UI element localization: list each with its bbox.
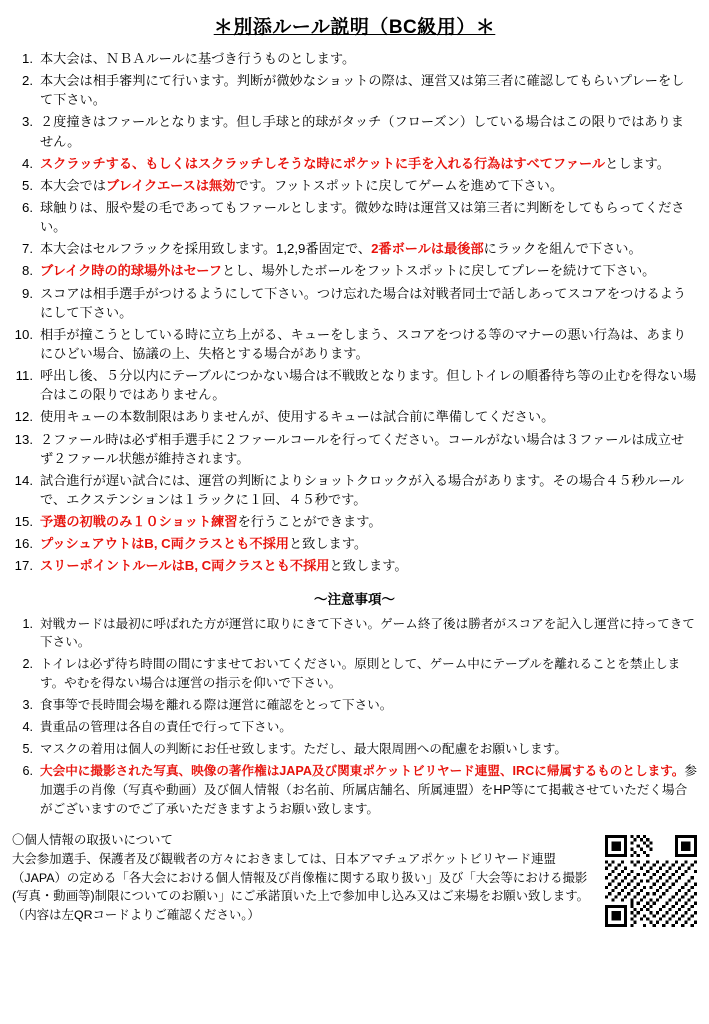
- list-item-text: [40, 430, 697, 468]
- list-item-text: [40, 407, 697, 426]
- list-item-text: [40, 556, 697, 575]
- list-item: [12, 430, 697, 468]
- text-segment: 予選の初戦のみ１０ショット練習: [40, 514, 238, 530]
- list-item-text: [40, 49, 697, 68]
- list-item: [12, 49, 697, 68]
- text-segment: ブレイク時の的球場外はセーフ: [40, 263, 222, 279]
- list-item-text: [40, 696, 697, 715]
- text-segment: 食事等で長時間会場を離れる際は運営に確認をとって下さい。: [40, 698, 393, 713]
- text-segment: 使用キューの本数制限はありませんが、使用するキューは試合前に準備してください。: [40, 409, 555, 425]
- list-item-number: 9.: [22, 285, 33, 301]
- text-segment: 2番ボールは最後部: [371, 241, 484, 257]
- list-item-text: [40, 718, 697, 737]
- list-item: [12, 718, 697, 737]
- privacy-text: [12, 831, 597, 924]
- list-item-text: [40, 239, 697, 258]
- list-item-number: 14.: [14, 472, 33, 488]
- list-item-text: [40, 325, 697, 363]
- list-item-number: 3.: [22, 698, 33, 713]
- list-item-text: [40, 366, 697, 404]
- text-segment: と致します。: [329, 558, 408, 574]
- list-item: [12, 740, 697, 759]
- list-item-number: 4.: [22, 155, 33, 171]
- text-segment: 相手が撞こうとしている時に立ち上がる、キューをしまう、スコアをつける等のマナーの悪い行為は、あまりにひどい場合、協議の上、失格とする場合があります。: [40, 326, 687, 361]
- list-item-number: 6.: [22, 763, 33, 778]
- list-item-text: [40, 512, 697, 531]
- text-segment: 本大会はセルフラックを採用致します。1,2,9番固定で、: [40, 241, 372, 257]
- list-item-number: 15.: [14, 514, 33, 530]
- notes-heading: 〜注意事項〜: [314, 591, 395, 607]
- text-segment: 球触りは、服や髪の毛であってもファールとします。微妙な時は運営又は第三者に判断をしてもらってください。: [40, 199, 685, 235]
- list-item: [12, 176, 697, 195]
- text-segment: と致します。: [288, 536, 368, 552]
- list-item-number: 16.: [14, 536, 33, 552]
- rules-list: [12, 49, 697, 576]
- list-item-number: 6.: [22, 199, 33, 215]
- list-item: [12, 471, 697, 509]
- privacy-section: [12, 831, 697, 927]
- list-item-number: 4.: [22, 719, 33, 734]
- list-item: [12, 112, 697, 150]
- list-item: [12, 71, 697, 109]
- list-item-number: 1.: [22, 51, 33, 66]
- list-item-number: 5.: [22, 741, 33, 756]
- qr-code-svg: [605, 835, 697, 927]
- text-segment: 貴重品の管理は各自の責任で行って下さい。: [40, 719, 292, 734]
- list-item-text: [40, 655, 697, 693]
- notes-list: [12, 615, 697, 819]
- list-item-number: 3.: [22, 114, 33, 130]
- list-item-number: 2.: [22, 73, 33, 89]
- list-item: [12, 655, 697, 693]
- text-segment: プッシュアウトはB, C両クラスとも不採用: [40, 536, 289, 552]
- text-segment: 本大会は、ＮＢＡルールに基づき行うものとします。: [40, 51, 356, 66]
- text-segment: マスクの着用は個人の判断にお任せ致します。ただし、最大限周囲への配慮をお願いします。: [40, 741, 567, 756]
- list-item-number: 2.: [22, 657, 33, 672]
- text-segment: ブレイクエースは無効: [105, 177, 236, 193]
- list-item-number: 10.: [14, 326, 33, 342]
- list-item: [12, 615, 697, 653]
- list-item: [12, 512, 697, 531]
- text-segment: トイレは必ず待ち時間の間にすませておいてください。原則として、ゲーム中にテーブルを離れることを禁止します。やむを得ない場合は運営の指示を仰いで下さい。: [40, 657, 681, 691]
- list-item: [12, 407, 697, 426]
- list-item: [12, 696, 697, 715]
- list-item: [12, 325, 697, 363]
- list-item-text: [40, 198, 697, 236]
- list-item-number: 12.: [14, 409, 33, 425]
- text-segment: にラックを組んで下さい。: [483, 241, 642, 257]
- list-item: [12, 154, 697, 173]
- list-item-text: [40, 471, 697, 509]
- list-item-text: [40, 615, 697, 653]
- text-segment: スリーポイントルールはB, C両クラスとも不採用: [40, 558, 330, 574]
- list-item: [12, 762, 697, 819]
- text-segment: 対戦カードは最初に呼ばれた方が運営に取りにきて下さい。ゲーム終了後は勝者がスコアを記入し運営に持ってきて下さい。: [40, 616, 695, 650]
- list-item: [12, 261, 697, 280]
- list-item-text: [40, 71, 697, 109]
- list-item: [12, 198, 697, 236]
- text-segment: とし、場外したボールをフットスポットに戻してプレーを続けて下さい。: [221, 263, 656, 279]
- text-segment: ２度撞きはファールとなります。但し手球と的球がタッチ（フローズン）している場合はこの限りではありません。: [40, 114, 684, 149]
- text-segment: 本大会は相手審判にて行います。判断が微妙なショットの際は、運営又は第三者に確認してもらいプレーをして下さい。: [40, 73, 685, 108]
- text-segment: とします。: [605, 155, 670, 171]
- text-segment: スコアは相手選手がつけるようにして下さい。つけ忘れた場合は対戦者同士で話しあってスコアをつけるようにして下さい。: [40, 285, 687, 320]
- list-item-number: 7.: [22, 241, 33, 257]
- text-segment: 呼出し後、５分以内にテーブルにつかない場合は不戦敗となります。但しトイレの順番待ち等の止むを得ない場合はこの限りではありません。: [40, 368, 697, 403]
- text-segment: を行うことができます。: [237, 514, 382, 530]
- list-item-number: 1.: [22, 616, 33, 631]
- privacy-heading: 〇個人情報の取扱いについて: [12, 833, 173, 848]
- list-item-text: [40, 740, 697, 759]
- text-segment: ２ファール時は必ず相手選手に２ファールコールを行ってください。コールがない場合は３ファールは成立せず２ファール状態が維持されます。: [40, 431, 685, 466]
- list-item: [12, 556, 697, 575]
- text-segment: です。フットスポットに戻してゲームを進めて下さい。: [235, 177, 564, 193]
- list-item: [12, 366, 697, 404]
- privacy-body: 大会参加選手、保護者及び観戦者の方々におきましては、日本アマチュアポケットビリヤード連盟（JAPA）の定める「各大会における個人情報及び肖像権に関する取り扱い」及び「大会等における撮影(写真・動画等)制限についてのお願い」にご承諾頂いた上で参加申し込み又はご来場をお願い致します。（内容は左QRコードよりご確認ください。）: [12, 852, 589, 922]
- list-item-text: [40, 762, 697, 819]
- list-item-number: 17.: [14, 558, 33, 574]
- list-item-text: [40, 154, 697, 173]
- qr-code-icon: [605, 835, 697, 927]
- list-item-number: 5.: [22, 177, 33, 193]
- list-item-number: 8.: [22, 263, 33, 279]
- text-segment: 大会中に撮影された写真、映像の著作権はJAPA及び関東ポケットビリヤード連盟、IRCに帰属するものとします。: [40, 763, 685, 778]
- list-item-number: 13.: [14, 431, 33, 447]
- text-segment: 参加選手の肖像（写真や動画）及び個人情報（お名前、所属店舗名、所属連盟）をHP等にて掲載させていただく場合がございますのでご了承いただきますようお願い致します。: [40, 763, 697, 816]
- text-segment: 本大会では: [40, 177, 106, 193]
- list-item-text: [40, 284, 697, 322]
- page-title: ＊別添ルール説明（BC級用）＊: [213, 17, 496, 38]
- list-item: [12, 239, 697, 258]
- text-segment: スクラッチする、もしくはスクラッチしそうな時にポケットに手を入れる行為はすべてファール: [40, 155, 606, 171]
- list-item-text: [40, 534, 697, 553]
- list-item: [12, 534, 697, 553]
- list-item: [12, 284, 697, 322]
- list-item-text: [40, 261, 697, 280]
- list-item-text: [40, 176, 697, 195]
- list-item-number: 11.: [15, 368, 33, 384]
- text-segment: 試合進行が遅い試合には、運営の判断によりショットクロックが入る場合があります。その場合４５秒ルールで、エクステンションは１ラックに１回、４５秒です。: [40, 472, 685, 507]
- list-item-text: [40, 112, 697, 150]
